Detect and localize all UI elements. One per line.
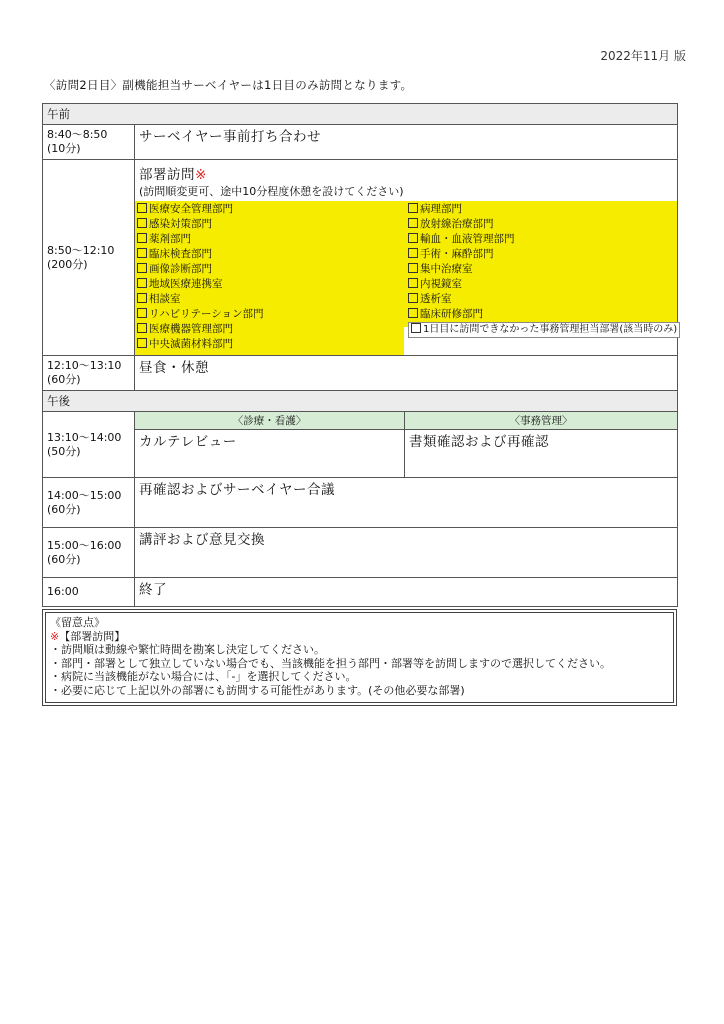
checkbox-icon[interactable]	[408, 308, 418, 318]
department-label: 医療安全管理部門	[149, 203, 233, 215]
department-checkbox-item[interactable]	[137, 277, 223, 291]
table-row	[43, 160, 678, 356]
visit-note: (訪問順変更可、途中10分程度休憩を設けてください)	[139, 185, 404, 198]
edition-label: 2022年11月 版	[600, 49, 686, 63]
checkbox-icon[interactable]	[411, 323, 421, 333]
department-visit-cell	[135, 160, 678, 356]
duration: (60分)	[47, 552, 81, 566]
checkbox-icon[interactable]	[137, 203, 147, 213]
checkbox-icon[interactable]	[137, 338, 147, 348]
checkbox-icon[interactable]	[137, 323, 147, 333]
time-range: 14:00〜15:00	[47, 488, 122, 502]
department-checkbox-item[interactable]	[137, 292, 181, 306]
department-checkbox-item[interactable]	[137, 247, 212, 261]
department-label: 1日目に訪問できなかった事務管理担当部署(該当時のみ)	[423, 324, 678, 335]
department-label: 透析室	[420, 293, 452, 305]
column-header-admin: 〈事務管理〉	[405, 412, 678, 430]
morning-header: 午前	[43, 104, 678, 125]
asterisk-mark: ※	[195, 167, 207, 183]
department-label: 感染対策部門	[149, 218, 212, 230]
department-label: 地域医療連携室	[149, 278, 223, 290]
checkbox-icon[interactable]	[137, 293, 147, 303]
department-checkbox-item[interactable]	[408, 217, 494, 231]
department-checkbox-item[interactable]	[408, 277, 462, 291]
department-checkbox-item[interactable]	[137, 322, 233, 336]
time-range: 15:00〜16:00	[47, 538, 122, 552]
time-range: 16:00	[47, 585, 79, 598]
department-label: 臨床検査部門	[149, 248, 212, 260]
department-label: 画像診断部門	[149, 263, 212, 275]
checkbox-icon[interactable]	[408, 293, 418, 303]
department-checkbox-item[interactable]	[408, 292, 452, 306]
schedule-table	[42, 103, 678, 607]
activity: 再確認およびサーベイヤー合議	[135, 478, 678, 528]
department-checkbox-item[interactable]	[408, 307, 483, 321]
note-item: ・訪問順は動線や繁忙時間を勘案し決定してください。	[50, 643, 325, 656]
afternoon-header: 午後	[43, 391, 678, 412]
duration: (200分)	[47, 257, 88, 271]
time-range: 8:40〜8:50	[47, 128, 108, 141]
checkbox-icon[interactable]	[408, 203, 418, 213]
activity-admin: 書類確認および再確認	[405, 430, 678, 478]
note-item: ・病院に当該機能がない場合には、「-」を選択してください。	[50, 670, 357, 683]
notes-title: 《留意点》	[50, 616, 105, 629]
department-checkbox-item[interactable]	[137, 337, 233, 351]
activity-clinical: カルテレビュー	[135, 430, 405, 478]
department-label: 医療機器管理部門	[149, 323, 233, 335]
department-checkbox-item[interactable]	[408, 322, 680, 338]
department-label: 放射線治療部門	[420, 218, 494, 230]
checkbox-icon[interactable]	[408, 248, 418, 258]
checkbox-icon[interactable]	[408, 233, 418, 243]
table-row	[43, 528, 678, 578]
department-checkbox-item[interactable]	[137, 232, 191, 246]
department-label: 相談室	[149, 293, 181, 305]
department-label: 輸血・血液管理部門	[420, 233, 515, 245]
department-checkbox-item[interactable]	[408, 232, 515, 246]
checkbox-icon[interactable]	[408, 263, 418, 273]
department-checklist	[135, 201, 677, 355]
table-row	[43, 478, 678, 528]
checkbox-icon[interactable]	[408, 218, 418, 228]
time-range: 8:50〜12:10	[47, 243, 115, 257]
table-row	[43, 430, 678, 478]
department-label: 手術・麻酔部門	[420, 248, 494, 260]
department-label: 集中治療室	[420, 263, 473, 275]
checkbox-icon[interactable]	[137, 218, 147, 228]
department-checkbox-item[interactable]	[137, 217, 212, 231]
activity: サーベイヤー事前打ち合わせ	[135, 125, 678, 160]
department-label: 病理部門	[420, 203, 462, 215]
checkbox-icon[interactable]	[137, 308, 147, 318]
visit-title: 部署訪問	[139, 167, 195, 183]
duration: (50分)	[47, 444, 81, 458]
duration: (60分)	[47, 502, 81, 516]
activity: 昼食・休憩	[135, 356, 678, 391]
activity: 終了	[135, 578, 678, 607]
column-header-clinical: 〈診療・看護〉	[135, 412, 405, 430]
intro-text: 〈訪問2日目〉副機能担当サーベイヤーは1日目のみ訪問となります。	[44, 78, 413, 92]
table-row	[43, 125, 678, 160]
department-checkbox-item[interactable]	[137, 307, 264, 321]
checkbox-icon[interactable]	[137, 263, 147, 273]
activity: 講評および意見交換	[135, 528, 678, 578]
asterisk-mark: ※	[50, 629, 60, 643]
note-item: ・部門・部署として独立していない場合でも、当該機能を担う部門・部署等を訪問しますので選択してください。	[50, 656, 611, 670]
notes-subtitle: 【部署訪問】	[59, 629, 126, 643]
department-label: 内視鏡室	[420, 278, 462, 290]
checkbox-icon[interactable]	[137, 248, 147, 258]
table-row	[43, 356, 678, 391]
department-label: リハビリテーション部門	[149, 308, 264, 320]
checkbox-icon[interactable]	[408, 278, 418, 288]
department-checkbox-item[interactable]	[408, 247, 494, 261]
duration: (10分)	[47, 142, 81, 155]
time-range: 13:10〜14:00	[47, 430, 122, 444]
checkbox-icon[interactable]	[137, 278, 147, 288]
table-row	[43, 412, 678, 430]
checkbox-icon[interactable]	[137, 233, 147, 243]
notes-box	[42, 609, 677, 706]
department-label: 薬剤部門	[149, 233, 191, 245]
department-checkbox-item[interactable]	[137, 202, 233, 216]
department-label: 中央滅菌材料部門	[149, 338, 233, 350]
table-row	[43, 578, 678, 607]
department-label: 臨床研修部門	[420, 308, 483, 320]
time-range: 12:10〜13:10	[47, 359, 122, 372]
department-checkbox-item[interactable]	[408, 262, 473, 276]
department-checkbox-item[interactable]	[408, 202, 462, 216]
note-item: ・必要に応じて上記以外の部署にも訪問する可能性があります。(その他必要な部署)	[50, 683, 465, 697]
duration: (60分)	[47, 373, 81, 386]
department-checkbox-item[interactable]	[137, 262, 212, 276]
